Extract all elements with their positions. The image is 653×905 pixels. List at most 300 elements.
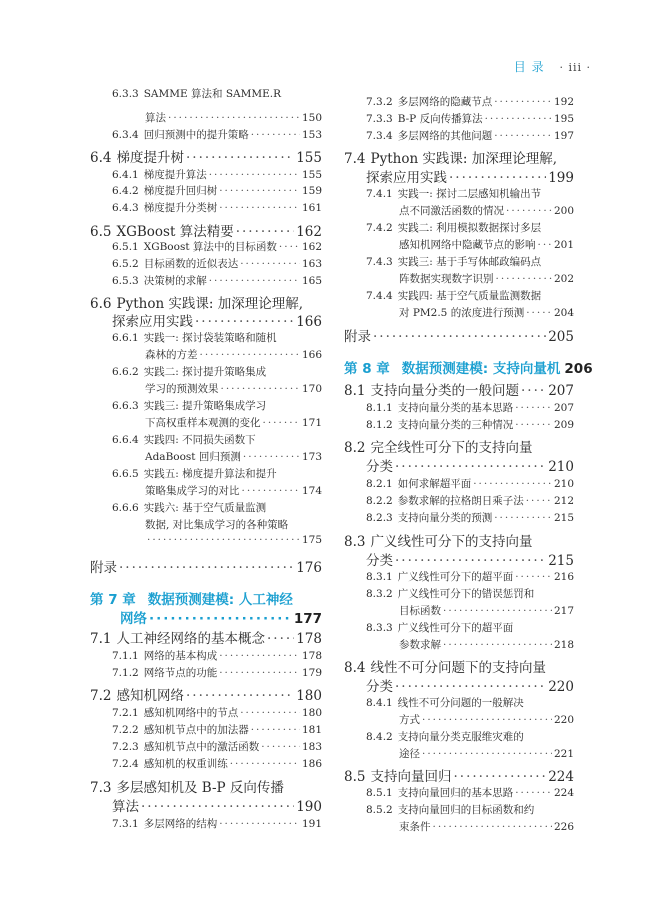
toc-entry-title: 实践二: 探讨提升策略集成 <box>143 366 267 378</box>
dot-leader <box>526 307 552 319</box>
dot-leader <box>219 818 300 830</box>
toc-entry-title: 森林的方差 <box>145 349 198 361</box>
toc-entry[interactable] <box>344 379 574 399</box>
toc-entry-title: 如何求解超平面 <box>397 478 472 490</box>
toc-entry[interactable] <box>90 292 322 312</box>
dot-leader <box>251 724 300 736</box>
toc-entry-title: 梯度提升算法 <box>143 169 207 181</box>
toc-entry[interactable] <box>344 819 574 834</box>
toc-entry-number: 6.4 <box>90 150 112 166</box>
toc-entry-title: 感知机的权重训练 <box>143 758 228 770</box>
toc-entry-page: 166 <box>301 349 322 361</box>
dot-leader <box>119 560 294 576</box>
toc-entry-page: 215 <box>553 512 574 524</box>
toc-entry-number: 6.6.3 <box>112 400 139 412</box>
toc-entry-title: 实践四: 不同损失函数下 <box>143 434 256 446</box>
dot-leader <box>449 170 546 186</box>
toc-entry[interactable] <box>344 455 574 475</box>
dot-leader <box>219 202 300 214</box>
toc-entry-number: 7.1 <box>90 631 112 647</box>
toc-entry-number: 6.5.2 <box>112 258 139 270</box>
dot-leader <box>422 748 552 760</box>
toc-entry[interactable] <box>90 110 322 125</box>
toc-entry[interactable] <box>344 493 574 508</box>
toc-entry-title: XGBoost 算法中的目标函数 <box>143 241 277 253</box>
toc-entry-page: 215 <box>548 553 574 569</box>
toc-entry[interactable] <box>344 637 574 652</box>
toc-entry-title: 完全线性可分下的支持向量 <box>370 440 533 456</box>
toc-entry-page: 217 <box>553 605 574 617</box>
toc-entry-title: 分类 <box>366 553 393 569</box>
toc-entry-number: 6.3.3 <box>112 88 139 100</box>
dot-leader <box>373 329 546 345</box>
toc-entry-title: 多层网络的隐藏节点 <box>397 96 493 108</box>
toc-entry[interactable] <box>90 795 322 815</box>
toc-entry-title: 广义线性可分下的超平面 <box>397 571 514 583</box>
toc-chapter-entry[interactable] <box>344 357 593 377</box>
toc-entry-title: 感知机节点中的加法器 <box>143 724 249 736</box>
dot-leader <box>168 112 300 124</box>
dot-leader <box>453 769 546 785</box>
toc-entry-title: 实践五: 梯度提升算法和提升 <box>143 468 277 480</box>
toc-entry-title: 多层网络的其他问题 <box>397 130 493 142</box>
toc-entry-page: 181 <box>301 724 322 736</box>
toc-entry[interactable] <box>344 586 574 601</box>
toc-entry-title: 阵数据实现数字识别 <box>399 273 494 285</box>
toc-entry[interactable] <box>344 785 574 800</box>
dot-leader <box>395 459 546 475</box>
toc-entry-page: 162 <box>296 224 322 240</box>
toc-entry-page: 161 <box>301 202 322 214</box>
toc-entry[interactable] <box>90 86 322 101</box>
toc-entry-page: 224 <box>553 787 574 799</box>
dot-leader <box>515 419 552 431</box>
toc-entry[interactable] <box>344 675 574 695</box>
dot-leader <box>422 714 552 726</box>
toc-entry-page: 210 <box>553 478 574 490</box>
toc-entry[interactable] <box>90 381 322 396</box>
toc-entry[interactable] <box>90 449 322 464</box>
toc-entry-page: 178 <box>296 631 322 647</box>
dot-leader <box>267 631 294 647</box>
dot-leader <box>230 758 300 770</box>
toc-entry-page: 202 <box>553 273 574 285</box>
toc-entry-page: 199 <box>548 170 574 186</box>
toc-entry-number: 8.5 <box>344 769 366 785</box>
dot-leader <box>219 667 300 679</box>
toc-entry[interactable] <box>344 128 574 143</box>
dot-leader <box>515 402 552 414</box>
toc-entry-number: 6.4.3 <box>112 202 139 214</box>
toc-entry[interactable] <box>344 203 574 218</box>
toc-entry-number: 7.4.1 <box>366 188 393 200</box>
toc-entry-page: 204 <box>553 307 574 319</box>
toc-entry-number: 7.3.2 <box>366 96 393 108</box>
dot-leader <box>209 169 300 181</box>
toc-entry-number: 7.3.4 <box>366 130 393 142</box>
toc-entry[interactable] <box>344 603 574 618</box>
toc-entry[interactable] <box>90 256 322 271</box>
toc-entry[interactable] <box>344 147 574 167</box>
toc-entry[interactable] <box>90 183 322 198</box>
toc-appendix-entry[interactable] <box>344 325 574 345</box>
dot-leader <box>515 787 552 799</box>
toc-entry[interactable] <box>344 305 574 320</box>
toc-entry-title: 支持向量分类的一般问题 <box>370 383 519 399</box>
toc-entry[interactable] <box>90 665 322 680</box>
toc-entry-title: 目标函数的近似表达 <box>143 258 239 270</box>
dot-leader <box>443 639 552 651</box>
toc-entry-number: 8.2 <box>344 440 366 456</box>
toc-entry-page: 220 <box>553 714 574 726</box>
toc-entry[interactable] <box>344 695 574 710</box>
toc-entry[interactable] <box>90 146 322 166</box>
toc-entry[interactable] <box>344 712 574 727</box>
toc-entry-page: 180 <box>301 707 322 719</box>
toc-entry-title: 探索应用实践 <box>112 314 193 330</box>
toc-entry-title: 感知机网络中隐藏节点的影响 <box>399 239 536 251</box>
toc-entry[interactable] <box>90 466 322 481</box>
toc-entry-title: B-P 反向传播算法 <box>397 113 483 125</box>
toc-entry-page: 207 <box>548 383 574 399</box>
toc-entry-number: 6.6.1 <box>112 332 139 344</box>
toc-entry[interactable] <box>344 271 574 286</box>
toc-entry-page: 153 <box>301 129 322 141</box>
toc-entry[interactable] <box>90 167 322 182</box>
toc-entry[interactable] <box>90 739 322 754</box>
toc-entry-page: 170 <box>301 383 322 395</box>
toc-entry-number: 6.5.1 <box>112 241 139 253</box>
toc-entry-page: 178 <box>301 650 322 662</box>
toc-entry-title: 回归预测中的提升策略 <box>143 129 249 141</box>
toc-entry-page: 176 <box>296 560 322 576</box>
dot-leader <box>149 611 292 627</box>
toc-entry-number: 8.3 <box>344 534 366 550</box>
toc-entry[interactable] <box>90 127 322 142</box>
toc-entry-number: 8.2.1 <box>366 478 393 490</box>
toc-entry[interactable] <box>344 220 574 235</box>
toc-entry[interactable] <box>90 816 322 831</box>
dot-leader <box>147 534 300 546</box>
dot-leader <box>221 383 300 395</box>
toc-entry-title: 参数求解的拉格朗日乘子法 <box>397 495 524 507</box>
dot-leader <box>186 150 294 166</box>
toc-entry-title: 支持向量回归 <box>370 769 452 785</box>
toc-entry-title: 实践六: 基于空气质量监测 <box>143 502 267 514</box>
toc-entry-page: 166 <box>296 314 322 330</box>
toc-entry-page: 210 <box>548 459 574 475</box>
toc-entry[interactable] <box>344 530 574 550</box>
toc-entry-page: 220 <box>548 679 574 695</box>
toc-entry[interactable] <box>90 330 322 345</box>
toc-entry-title: 探索应用实践 <box>366 170 447 186</box>
toc-entry[interactable] <box>344 417 574 432</box>
toc-entry-title: 广义线性可分下的超平面 <box>397 622 514 634</box>
toc-entry-title: 广义线性可分下的错误惩罚和 <box>397 588 535 600</box>
toc-entry-title: Python 实践课: 加深理论理解, <box>116 296 304 312</box>
toc-entry-title: 数据预测建模: 支持向量机 <box>401 361 561 377</box>
toc-entry-page: 197 <box>553 130 574 142</box>
toc-entry-number: 8.1.2 <box>366 419 393 431</box>
toc-entry-number: 7.2.4 <box>112 758 139 770</box>
toc-entry-title: AdaBoost 回归预测 <box>145 451 241 463</box>
toc-entry-title: 线性不可分问题下的支持向量 <box>370 660 546 676</box>
toc-entry[interactable] <box>344 94 574 109</box>
toc-entry-number: 8.4.2 <box>366 731 393 743</box>
toc-entry-title: XGBoost 算法精要 <box>116 224 234 240</box>
toc-entry-page: 190 <box>296 799 322 815</box>
toc-entry[interactable] <box>344 802 574 817</box>
toc-entry-title: 实践三: 基于手写体邮政编码点 <box>397 256 542 268</box>
toc-entry-number: 8.1 <box>344 383 366 399</box>
toc-entry-page: 150 <box>301 112 322 124</box>
toc-entry[interactable] <box>90 200 322 215</box>
toc-entry[interactable] <box>90 220 322 240</box>
dot-leader <box>494 96 552 108</box>
toc-entry[interactable] <box>90 310 322 330</box>
toc-entry[interactable] <box>344 237 574 252</box>
dot-leader <box>515 571 552 583</box>
dot-leader <box>526 495 552 507</box>
toc-entry[interactable] <box>344 510 574 525</box>
toc-entry-title: 网络节点的功能 <box>143 667 218 679</box>
toc-entry-page: 221 <box>553 748 574 760</box>
toc-entry-title: 多层感知机及 B-P 反向传播 <box>116 780 284 796</box>
toc-entry-number: 6.3.4 <box>112 129 139 141</box>
toc-entry-title: 人工神经网络的基本概念 <box>116 631 265 647</box>
toc-entry[interactable] <box>90 722 322 737</box>
toc-entry-title: 支持向量分类克服维灾难的 <box>397 731 524 743</box>
toc-entry-number: 6.6.5 <box>112 468 139 480</box>
toc-entry-number: 7.4 <box>344 151 366 167</box>
toc-entry-number: 6.4.1 <box>112 169 139 181</box>
toc-entry[interactable] <box>344 656 574 676</box>
toc-entry-title: 实践二: 利用模拟数据探讨多层 <box>397 222 542 234</box>
toc-entry-number: 7.4.4 <box>366 290 393 302</box>
toc-entry[interactable] <box>90 684 322 704</box>
toc-entry[interactable] <box>90 483 322 498</box>
toc-entry[interactable] <box>90 776 322 796</box>
toc-entry[interactable] <box>344 476 574 491</box>
dot-leader <box>219 185 300 197</box>
toc-entry-page: 195 <box>553 113 574 125</box>
dot-leader <box>242 485 300 497</box>
toc-entry[interactable] <box>344 111 574 126</box>
toc-entry-number: 7.2.3 <box>112 741 139 753</box>
toc-entry[interactable] <box>90 347 322 362</box>
toc-entry-title: 分类 <box>366 679 393 695</box>
toc-entry-number: 8.2.2 <box>366 495 393 507</box>
running-header <box>514 58 591 75</box>
toc-entry[interactable] <box>90 398 322 413</box>
toc-entry-title: Python 实践课: 加深理论理解, <box>370 151 558 167</box>
dot-leader <box>195 314 294 330</box>
toc-entry-page: 155 <box>296 150 322 166</box>
toc-entry[interactable] <box>344 436 574 456</box>
toc-entry[interactable] <box>90 432 322 447</box>
toc-entry[interactable] <box>344 400 574 415</box>
toc-entry[interactable] <box>90 364 322 379</box>
toc-entry-title: 网络 <box>120 611 147 627</box>
toc-entry-page: 180 <box>296 688 322 704</box>
toc-entry-number: 7.2.2 <box>112 724 139 736</box>
toc-entry-title: 实践一: 探讨二层感知机输出节 <box>397 188 542 200</box>
toc-entry[interactable] <box>344 186 574 201</box>
toc-entry-number: 7.4.3 <box>366 256 393 268</box>
toc-entry-page: 177 <box>293 611 322 627</box>
toc-entry-title: 点不同激活函数的情况 <box>399 205 504 217</box>
dot-leader <box>200 349 300 361</box>
dot-leader <box>494 512 552 524</box>
toc-entry-number: 6.6 <box>90 296 112 312</box>
dot-leader <box>395 553 546 569</box>
toc-entry-page: 165 <box>301 275 322 287</box>
toc-entry-number: 第 7 章 <box>90 592 136 608</box>
dot-leader <box>243 451 300 463</box>
header-page-number: · iii · <box>559 61 591 74</box>
toc-entry-number: 6.4.2 <box>112 185 139 197</box>
toc-entry-page: 155 <box>301 169 322 181</box>
toc-entry-title: SAMME 算法和 SAMME.R <box>143 88 282 100</box>
toc-chapter-entry[interactable] <box>90 588 322 608</box>
dot-leader <box>251 129 300 141</box>
dot-leader <box>263 417 300 429</box>
dot-leader <box>521 383 546 399</box>
toc-entry-title: 实践一: 探讨袋装策略和随机 <box>143 332 277 344</box>
dot-leader <box>485 113 552 125</box>
toc-entry[interactable] <box>90 648 322 663</box>
toc-entry-number: 8.3.1 <box>366 571 393 583</box>
toc-entry[interactable] <box>344 166 574 186</box>
toc-entry-title: 梯度提升分类树 <box>143 202 218 214</box>
dot-leader <box>496 273 552 285</box>
toc-entry-title: 实践三: 提升策略集成学习 <box>143 400 267 412</box>
toc-entry-page: 200 <box>553 205 574 217</box>
dot-leader <box>443 605 552 617</box>
toc-entry[interactable] <box>90 517 322 532</box>
toc-entry[interactable] <box>90 239 322 254</box>
toc-entry-number: 6.5 <box>90 224 112 240</box>
toc-entry-page: 175 <box>301 534 322 546</box>
toc-entry-title: 感知机节点中的激活函数 <box>143 741 260 753</box>
toc-entry-page: 206 <box>564 361 593 377</box>
toc-entry[interactable] <box>344 569 574 584</box>
toc-entry-number: 第 8 章 <box>344 361 390 377</box>
toc-entry-page: 207 <box>553 402 574 414</box>
dot-leader <box>141 799 294 815</box>
toc-entry-page: 216 <box>553 571 574 583</box>
toc-entry-title: 目标函数 <box>399 605 441 617</box>
toc-entry-number: 6.6.4 <box>112 434 139 446</box>
toc-entry[interactable] <box>344 549 574 569</box>
header-label: 目 录 <box>513 60 545 74</box>
toc-entry-page: 186 <box>301 758 322 770</box>
toc-entry[interactable] <box>90 273 322 288</box>
toc-entry-number: 8.3.3 <box>366 622 393 634</box>
toc-entry[interactable] <box>344 765 574 785</box>
dot-leader <box>473 478 552 490</box>
toc-entry-title: 多层网络的结构 <box>143 818 218 830</box>
toc-entry-title: 下高权重样本观测的变化 <box>145 417 261 429</box>
toc-entry-title: 感知机网络 <box>116 688 184 704</box>
toc-entry-page: 226 <box>553 821 574 833</box>
toc-appendix-entry[interactable] <box>90 556 322 576</box>
toc-entry[interactable] <box>90 627 322 647</box>
toc-entry[interactable] <box>344 729 574 744</box>
toc-entry[interactable] <box>90 415 322 430</box>
toc-entry-number: 8.1.1 <box>366 402 393 414</box>
dot-leader <box>236 224 295 240</box>
toc-entry-page: 205 <box>548 329 574 345</box>
toc-entry[interactable] <box>90 756 322 771</box>
toc-entry-page: 209 <box>553 419 574 431</box>
toc-entry-number: 7.1.2 <box>112 667 139 679</box>
toc-entry-title: 支持向量分类的三种情况 <box>397 419 514 431</box>
dot-leader <box>494 130 552 142</box>
toc-entry-number: 6.5.3 <box>112 275 139 287</box>
toc-entry[interactable] <box>90 705 322 720</box>
toc-entry-page: 171 <box>301 417 322 429</box>
toc-entry-title: 束条件 <box>399 821 431 833</box>
toc-entry-number: 7.2 <box>90 688 112 704</box>
toc-entry-number: 8.4 <box>344 660 366 676</box>
dot-leader <box>279 241 300 253</box>
toc-entry-page: 218 <box>553 639 574 651</box>
dot-leader <box>219 650 300 662</box>
toc-entry-number: 8.4.1 <box>366 697 393 709</box>
toc-entry-page: 159 <box>301 185 322 197</box>
toc-entry-title: 梯度提升回归树 <box>143 185 218 197</box>
dot-leader <box>433 821 552 833</box>
toc-entry-title: 决策树的求解 <box>143 275 207 287</box>
toc-entry-title: 网络的基本构成 <box>143 650 218 662</box>
toc-entry-page: 201 <box>553 239 574 251</box>
toc-entry[interactable] <box>90 500 322 515</box>
toc-entry-title: 对 PM2.5 的浓度进行预测 <box>399 307 525 319</box>
toc-entry[interactable] <box>344 288 574 303</box>
dot-leader <box>395 679 546 695</box>
toc-entry-title: 广义线性可分下的支持向量 <box>370 534 533 550</box>
toc-entry-title: 分类 <box>366 459 393 475</box>
dot-leader <box>240 707 300 719</box>
toc-entry-title: 支持向量回归的目标函数和约 <box>397 804 535 816</box>
toc-entry-title: 算法 <box>112 799 139 815</box>
toc-entry[interactable] <box>344 254 574 269</box>
toc-entry-page: 162 <box>301 241 322 253</box>
toc-entry-title: 梯度提升树 <box>116 150 184 166</box>
dot-leader <box>261 741 300 753</box>
toc-entry-number: 8.5.1 <box>366 787 393 799</box>
toc-entry-title: 学习的预测效果 <box>145 383 219 395</box>
toc-entry-page: 183 <box>301 741 322 753</box>
toc-entry-number: 7.3.1 <box>112 818 139 830</box>
toc-entry[interactable] <box>344 746 574 761</box>
toc-entry[interactable] <box>344 620 574 635</box>
toc-entry-title: 途径 <box>399 748 420 760</box>
toc-entry-title: 策略集成学习的对比 <box>145 485 240 497</box>
toc-entry-title: 支持向量分类的基本思路 <box>397 402 514 414</box>
toc-entry-number: 8.3.2 <box>366 588 393 600</box>
toc-entry-title: 算法 <box>145 112 166 124</box>
toc-entry-title: 附录 <box>344 329 371 345</box>
toc-entry[interactable] <box>90 534 322 546</box>
toc-entry-number: 7.2.1 <box>112 707 139 719</box>
toc-chapter-entry[interactable] <box>90 607 322 627</box>
dot-leader <box>506 205 552 217</box>
toc-entry-title: 数据, 对比集成学习的各种策略 <box>145 519 289 531</box>
toc-entry-number: 6.6.6 <box>112 502 139 514</box>
toc-entry-number: 7.3 <box>90 780 112 796</box>
